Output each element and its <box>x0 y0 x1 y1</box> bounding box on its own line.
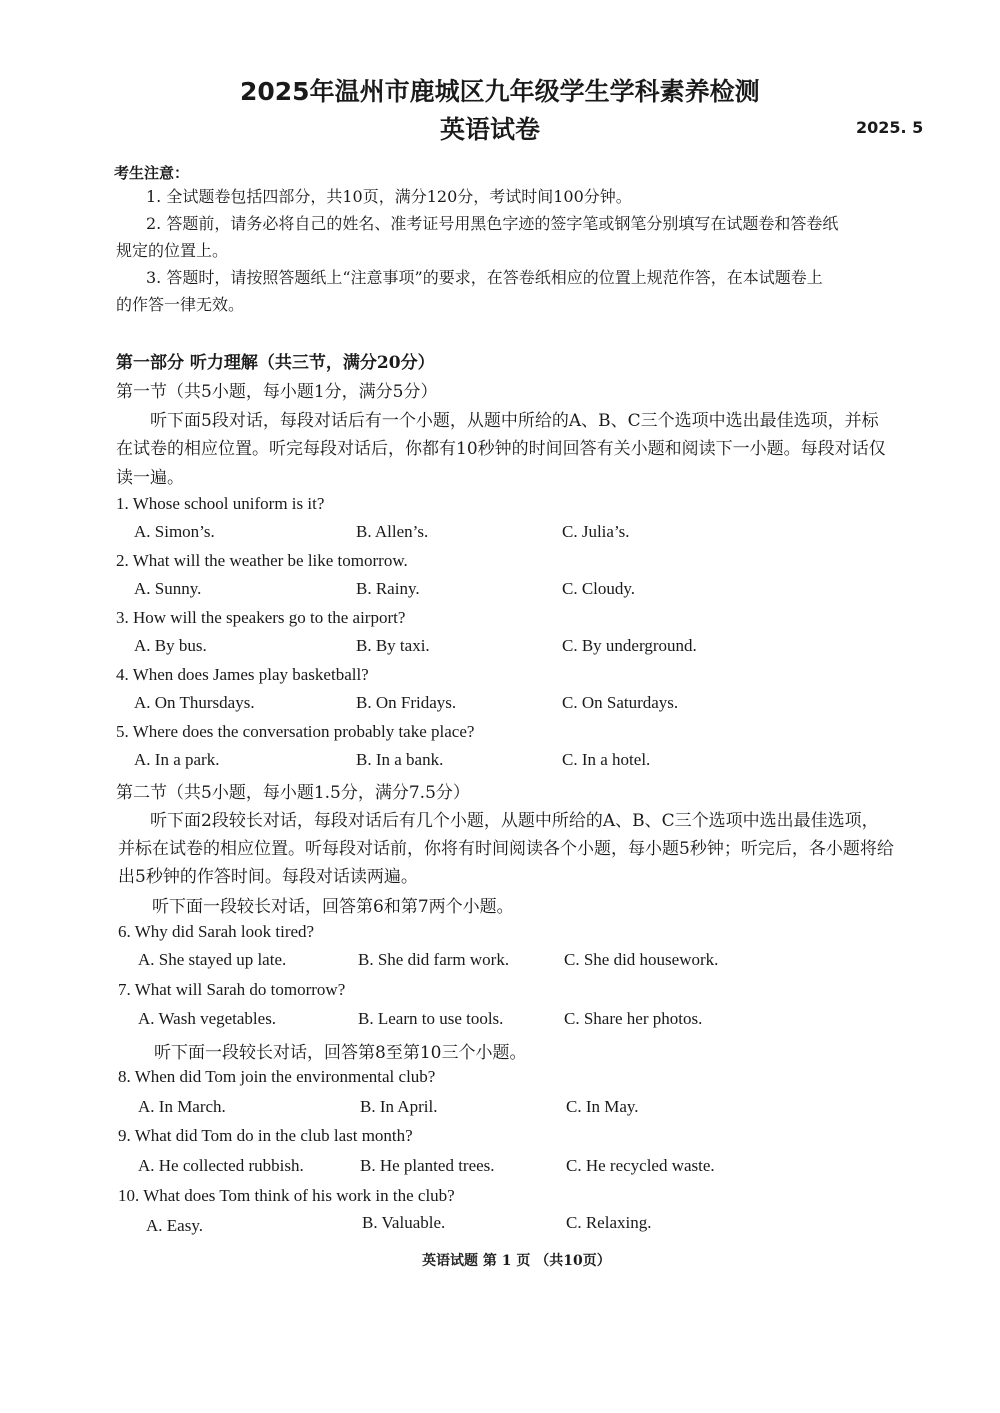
section1-heading: 第一节（共5小题，每小题1分，满分5分） <box>116 382 438 402</box>
option-9c: C. He recycled waste. <box>566 1156 715 1175</box>
part1-heading: 第一部分 听力理解（共三节，满分20分） <box>116 353 435 373</box>
section1-instr-1: 听下面5段对话，每段对话后有一个小题，从题中所给的A、B、C三个选项中选出最佳选项，并标 <box>150 411 879 431</box>
question-4: 4. When does James play basketball? <box>116 665 369 684</box>
section1-instr-2: 在试卷的相应位置。听完每段对话后，你都有10秒钟的时间回答有关小题和阅读下一小题。每段对话仅 <box>116 439 886 459</box>
option-8a: A. In March. <box>138 1097 226 1116</box>
option-1c: C. Julia’s. <box>562 522 630 541</box>
option-10a: A. Easy. <box>146 1216 203 1235</box>
section2-instr-1: 听下面2段较长对话，每段对话后有几个小题，从题中所给的A、B、C三个选项中选出最佳选项， <box>150 811 879 831</box>
dialog-1-intro: 听下面一段较长对话，回答第6和第7两个小题。 <box>152 897 514 917</box>
option-5c: C. In a hotel. <box>562 750 651 769</box>
option-2c: C. Cloudy. <box>562 579 636 598</box>
exam-subtitle: 英语试卷 <box>440 115 541 144</box>
option-2b: B. Rainy. <box>356 579 420 598</box>
notice-item-3b: 的作答一律无效。 <box>116 295 245 314</box>
notice-item-3a: 3. 答题时，请按照答题纸上“注意事项”的要求，在答卷纸相应的位置上规范作答，在本试题卷上 <box>146 268 823 287</box>
notice-item-1: 1. 全试题卷包括四部分，共10页，满分120分，考试时间100分钟。 <box>146 187 632 206</box>
notice-item-2b: 规定的位置上。 <box>116 241 229 260</box>
option-6b: B. She did farm work. <box>358 950 510 969</box>
option-3a: A. By bus. <box>134 636 207 655</box>
option-4a: A. On Thursdays. <box>134 693 255 712</box>
question-8: 8. When did Tom join the environmental club? <box>118 1067 436 1086</box>
dialog-2-intro: 听下面一段较长对话，回答第8至第10三个小题。 <box>154 1043 527 1063</box>
option-7a: A. Wash vegetables. <box>138 1009 277 1028</box>
question-9: 9. What did Tom do in the club last month? <box>118 1126 413 1145</box>
option-6c: C. She did housework. <box>564 950 719 969</box>
page-footer: 英语试题 第 1 页 （共10页） <box>422 1253 611 1269</box>
option-1a: A. Simon’s. <box>134 522 215 541</box>
option-5b: B. In a bank. <box>356 750 444 769</box>
option-8c: C. In May. <box>566 1097 639 1116</box>
notice-item-2a: 2. 答题前，请务必将自己的姓名、准考证号用黑色字迹的签字笔或钢笔分别填写在试题卷和答卷纸 <box>146 214 839 233</box>
option-1b: B. Allen’s. <box>356 522 429 541</box>
option-10b: B. Valuable. <box>362 1213 446 1232</box>
question-1: 1. Whose school uniform is it? <box>116 494 325 513</box>
option-6a: A. She stayed up late. <box>138 950 287 969</box>
option-10c: C. Relaxing. <box>566 1213 652 1232</box>
option-7b: B. Learn to use tools. <box>358 1009 504 1028</box>
option-5a: A. In a park. <box>134 750 220 769</box>
option-2a: A. Sunny. <box>134 579 202 598</box>
option-3c: C. By underground. <box>562 636 697 655</box>
section2-instr-2: 并标在试卷的相应位置。听每段对话前，你将有时间阅读各个小题，每小题5秒钟；听完后，各小题将给 <box>118 839 894 859</box>
option-4b: B. On Fridays. <box>356 693 457 712</box>
option-9a: A. He collected rubbish. <box>138 1156 304 1175</box>
option-9b: B. He planted trees. <box>360 1156 495 1175</box>
exam-date: 2025. 5 <box>856 118 924 137</box>
question-2: 2. What will the weather be like tomorrow. <box>116 551 408 570</box>
question-3: 3. How will the speakers go to the airport? <box>116 608 406 627</box>
notice-heading: 考生注意： <box>114 164 190 182</box>
option-8b: B. In April. <box>360 1097 438 1116</box>
question-6: 6. Why did Sarah look tired? <box>118 922 315 941</box>
option-4c: C. On Saturdays. <box>562 693 679 712</box>
exam-title: 2025年温州市鹿城区九年级学生学科素养检测 <box>240 77 760 106</box>
question-10: 10. What does Tom think of his work in the club? <box>118 1186 455 1205</box>
question-7: 7. What will Sarah do tomorrow? <box>118 980 346 999</box>
section2-heading: 第二节（共5小题，每小题1.5分，满分7.5分） <box>116 783 470 803</box>
section2-instr-3: 出5秒钟的作答时间。每段对话读两遍。 <box>118 867 418 887</box>
question-5: 5. Where does the conversation probably take place? <box>116 722 475 741</box>
section1-instr-3: 读一遍。 <box>116 468 184 488</box>
option-7c: C. Share her photos. <box>564 1009 703 1028</box>
option-3b: B. By taxi. <box>356 636 430 655</box>
